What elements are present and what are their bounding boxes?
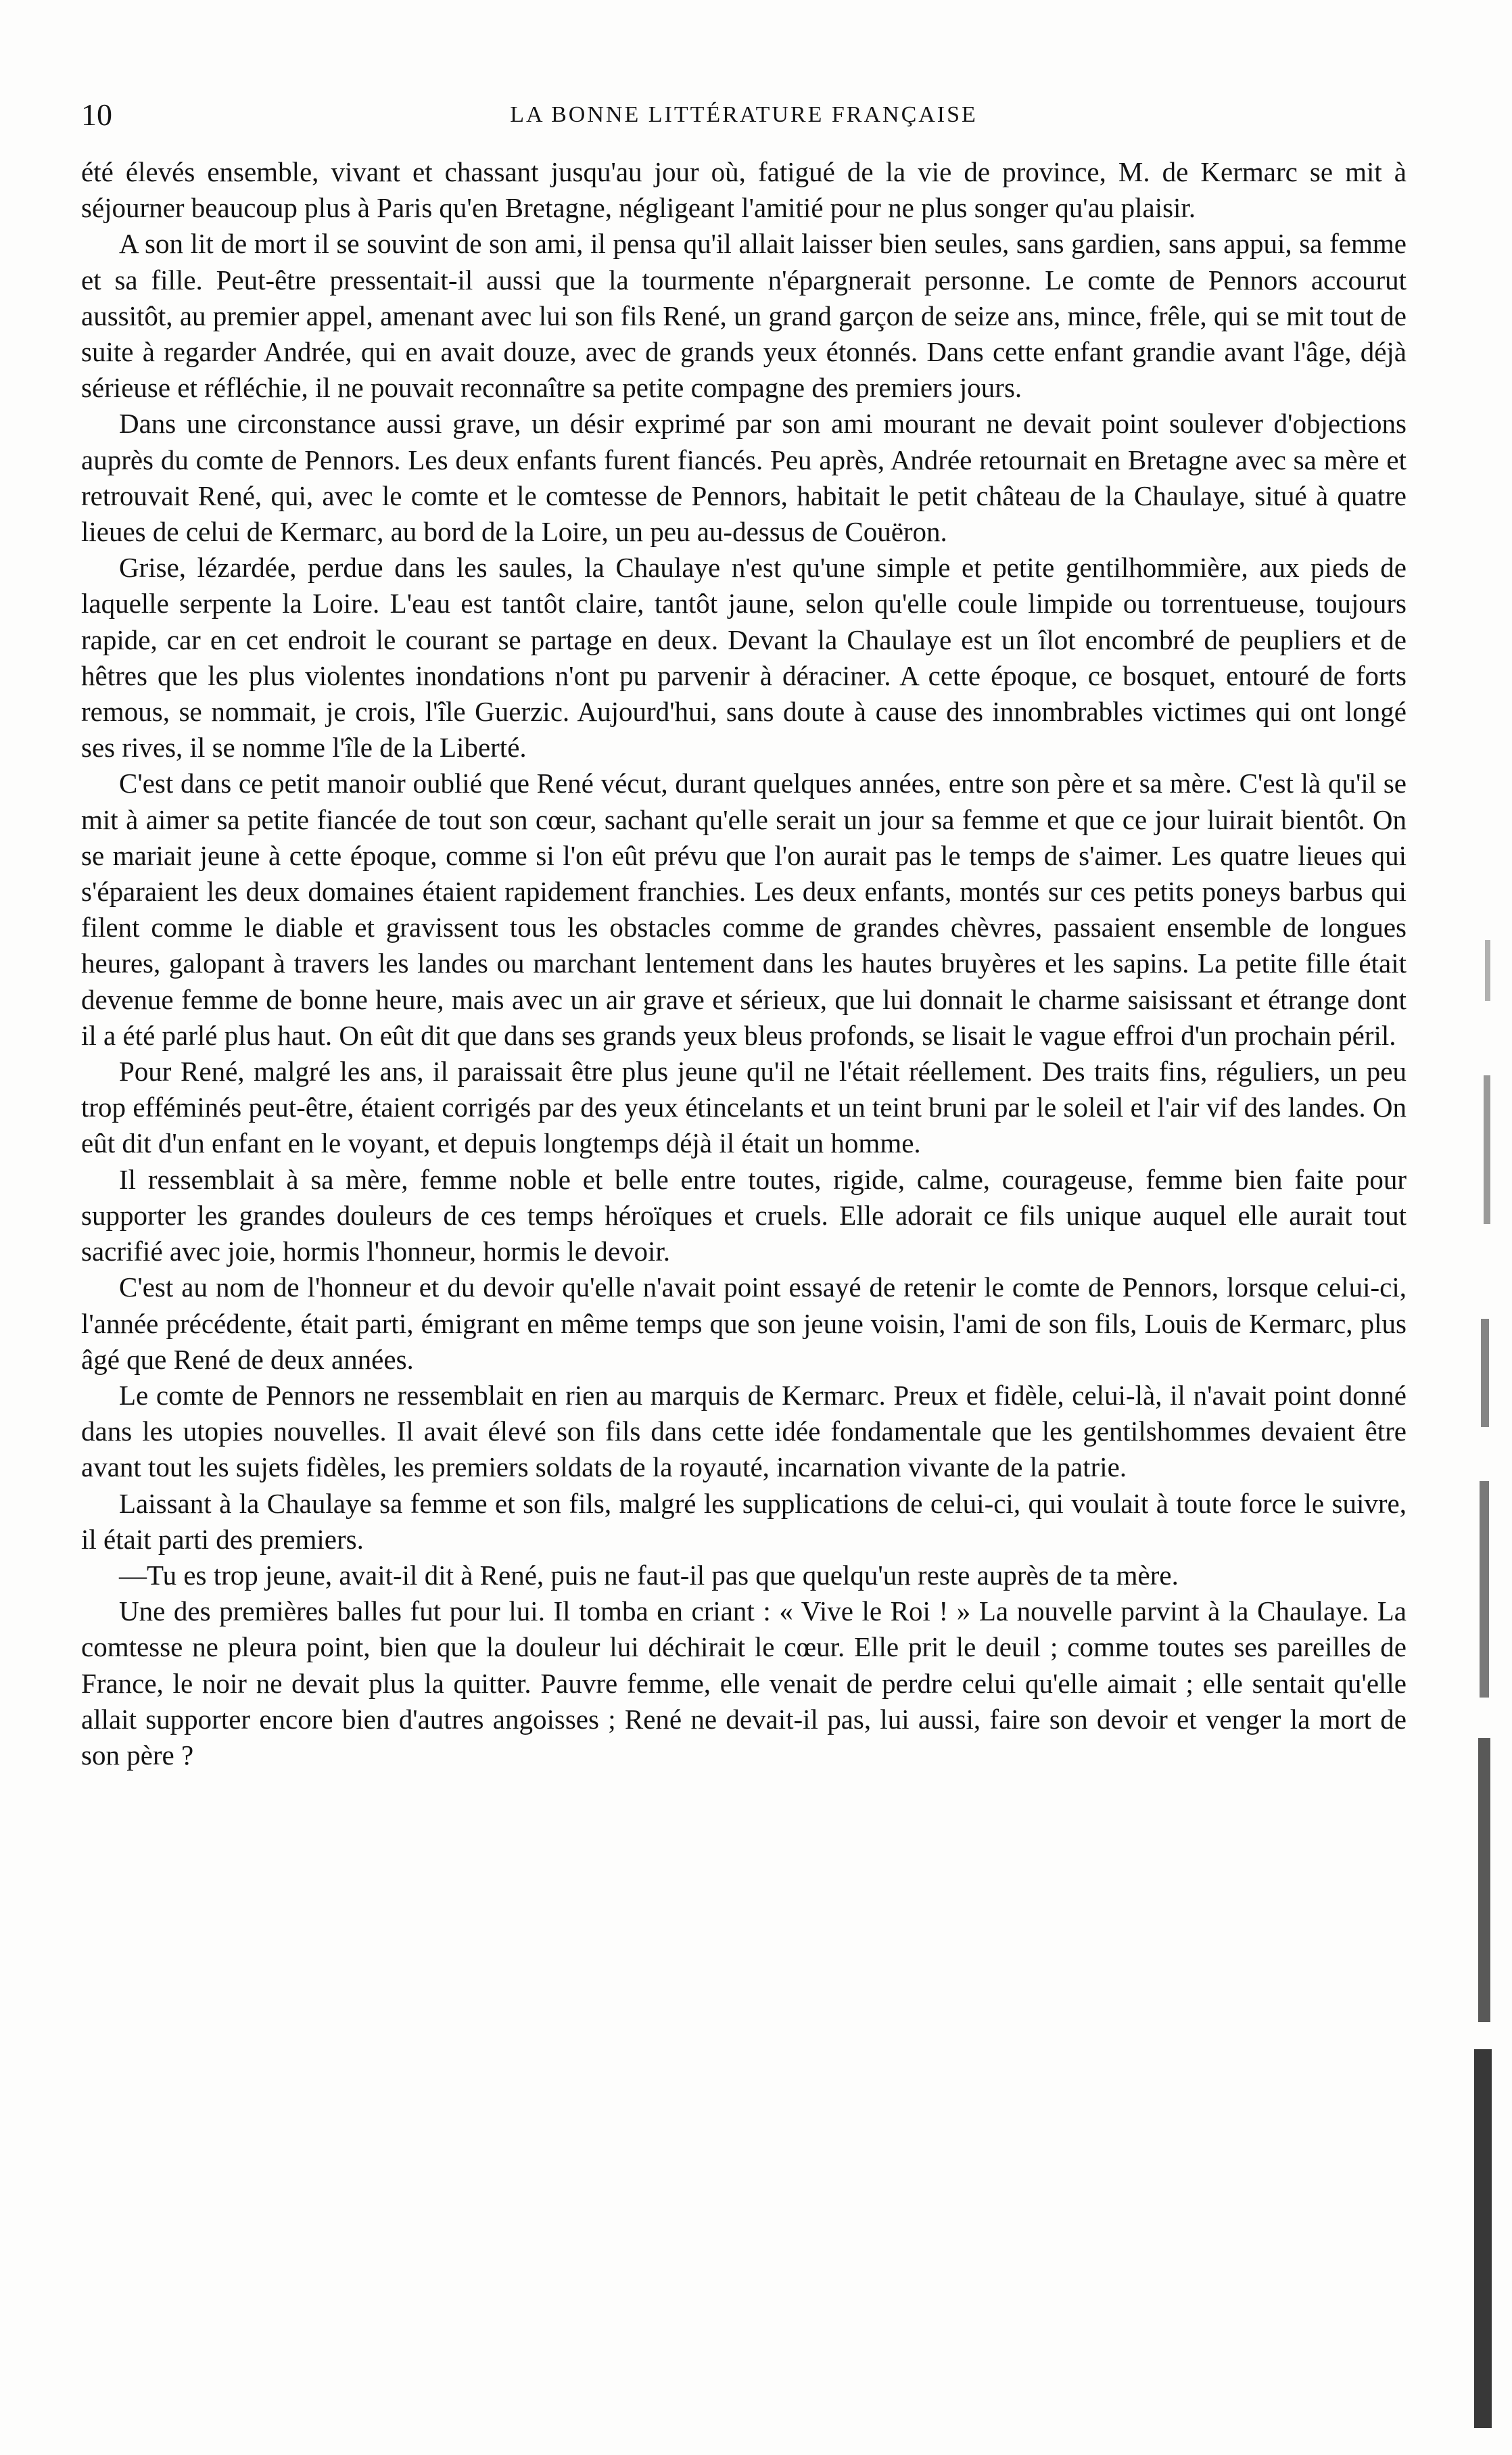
- paragraph: A son lit de mort il se souvint de son ami, il pensa qu'il allait laisser bien seules, sans gardien, sans appui, sa femme et sa fille. Peut-être pressentait-il aussi que la tourmente n'épargnerait personne. Le comte de Pennors accourut aussitôt, au premier appel, amenant avec lui son fils René, un grand garçon de seize ans, mince, frêle, qui se mit tout de suite à regarder Andrée, qui en avait douze, avec de grands yeux étonnés. Dans cette enfant grandie avant l'âge, déjà sérieuse et réfléchie, il ne pouvait reconnaître sa petite compagne des premiers jours.: [81, 228, 1407, 404]
- book-title: LA BONNE LITTÉRATURE FRANÇAISE: [510, 102, 978, 127]
- paragraph: Une des premières balles fut pour lui. Il tomba en criant : « Vive le Roi ! » La nouvelle parvint à la Chaulaye. La comtesse ne pleura point, bien que la douleur lui déchirait le cœur. Elle prit le deuil ; comme toutes ses pareilles de France, le noir ne devait plus la quitter. Pauvre femme, elle venait de perdre celui qu'elle aimait ; elle sentait qu'elle allait supporter encore bien d'autres angoisses ; René ne devait-il pas, lui aussi, faire son devoir et venger la mort de son père ?: [81, 1595, 1407, 1771]
- paragraph: Il ressemblait à sa mère, femme noble et belle entre toutes, rigide, calme, courageuse, femme bien faite pour supporter les grandes douleurs de ces temps héroïques et cruels. Elle adorait ce fils unique auquel elle aurait tout sacrifié avec joie, hormis l'honneur, hormis le devoir.: [81, 1163, 1407, 1267]
- paragraph: Grise, lézardée, perdue dans les saules, la Chaulaye n'est qu'une simple et petite gentilhommière, aux pieds de laquelle serpente la Loire. L'eau est tantôt claire, tantôt jaune, selon qu'elle coule limpide ou torrentueuse, toujours rapide, car en cet endroit le courant se partage en deux. Devant la Chaulaye est un îlot encombré de peupliers et de hêtres que les plus violentes inondations n'ont pu parvenir à déraciner. A cette époque, ce bosquet, entouré de forts remous, se nommait, je crois, l'île Guerzic. Aujourd'hui, sans doute à cause des innombrables victimes qui ont longé ses rives, il se nomme l'île de la Liberté.: [81, 552, 1407, 764]
- paragraph: C'est au nom de l'honneur et du devoir qu'elle n'avait point essayé de retenir le comte de Pennors, lorsque celui-ci, l'année précédente, était parti, émigrant en même temps que son jeune voisin, l'ami de son fils, Louis de Kermarc, plus âgé que René de deux années.: [81, 1271, 1407, 1375]
- paragraph: Pour René, malgré les ans, il paraissait être plus jeune qu'il ne l'était réellement. Des traits fins, réguliers, un peu trop efféminés peut-être, étaient corrigés par des yeux étincelants et un teint bruni par le soleil et l'air vif des landes. On eût dit d'un enfant en le voyant, et depuis longtemps déjà il était un homme.: [81, 1056, 1407, 1159]
- page-number: 10: [81, 97, 112, 132]
- paragraph: —Tu es trop jeune, avait-il dit à René, puis ne faut-il pas que quelqu'un reste auprès de ta mère.: [119, 1559, 1179, 1591]
- paragraph: Laissant à la Chaulaye sa femme et son fils, malgré les supplications de celui-ci, qui voulait à toute force le suivre, il était parti des premiers.: [81, 1487, 1407, 1555]
- body-text: [81, 154, 1407, 1773]
- paragraph: C'est dans ce petit manoir oublié que René vécut, durant quelques années, entre son père et sa mère. C'est là qu'il se mit à aimer sa petite fiancée de tout son cœur, sachant qu'elle serait un jour sa femme et que ce jour luirait bientôt. On se mariait jeune à cette époque, comme si l'on eût prévu que l'on aurait pas le temps de s'aimer. Les quatre lieues qui s'éparaient les deux domaines étaient rapidement franchies. Les deux enfants, montés sur ces petits poneys barbus qui filent comme le diable et gravissent tous les obstacles comme de grandes chèvres, passaient ensemble de longues heures, galopant à travers les landes ou marchant lentement dans les hautes bruyères et les sapins. La petite fille était devenue femme de bonne heure, mais avec un air grave et sérieux, que lui donnait le charme saisissant et étrange dont il a été parlé plus haut. On eût dit que dans ses grands yeux bleus profonds, se lisait le vague effroi d'un prochain péril.: [81, 768, 1407, 1051]
- running-head: [81, 95, 1407, 135]
- paragraph: Le comte de Pennors ne ressemblait en rien au marquis de Kermarc. Preux et fidèle, celui-là, il n'avait point donné dans les utopies nouvelles. Il avait élevé son fils dans cette idée fondamentale que les gentilshommes devaient être avant tout les sujets fidèles, les premiers soldats de la royauté, incarnation vivante de la patrie.: [81, 1379, 1407, 1483]
- paragraph: Dans une circonstance aussi grave, un désir exprimé par son ami mourant ne devait point soulever d'objections auprès du comte de Pennors. Les deux enfants furent fiancés. Peu après, Andrée retournait en Bretagne avec sa mère et retrouvait René, qui, avec le comte et le comtesse de Pennors, habitait le petit château de la Chaulaye, situé à quatre lieues de celui de Kermarc, au bord de la Loire, un peu au-dessus de Couëron.: [81, 408, 1407, 548]
- scan-edge-artifact: [1465, 899, 1498, 2435]
- paragraph: été élevés ensemble, vivant et chassant jusqu'au jour où, fatigué de la vie de province, M. de Kermarc se mit à séjourner beaucoup plus à Paris qu'en Bretagne, négligeant l'amitié pour ne plus songer qu'au plaisir.: [81, 156, 1407, 224]
